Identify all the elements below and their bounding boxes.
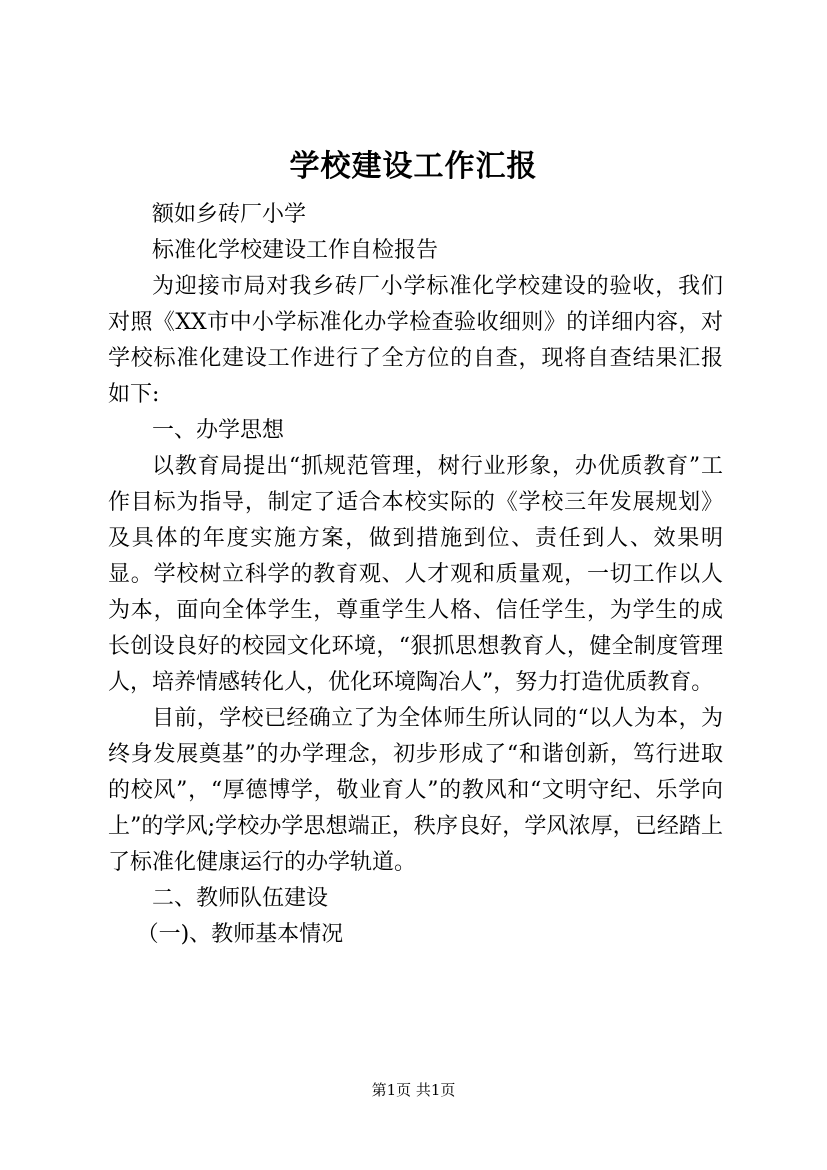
document-body [108, 197, 723, 953]
section-heading-school-philosophy: 一、办学思想 [152, 418, 285, 443]
page-number-footer: 第1页 共1页 [371, 1081, 456, 1099]
paragraph-philosophy-guidance: 以教育局提出“抓规范管理，树行业形象，办优质教育”工作目标为指导，制定了适合本校实际的《学校三年发展规划》及具体的年度实施方案，做到措施到位、责任到人、效果明显。学校树立科学的教育观、人才观和质量观，一切工作以人为本，面向全体学生，尊重学生人格、信任学生，为学生的成长创设良好的校园文化环境，“狠抓思想教育人，健全制度管理人，培养情感转化人，优化环境陶冶人”，努力打造优质教育。 [108, 454, 723, 695]
subsection-heading-teacher-basics: （一)、教师基本情况 [136, 922, 344, 947]
paragraph-introduction: 为迎接市局对我乡砖厂小学标准化学校建设的验收，我们对照《XX市中小学标准化办学检查验收细则》的详细内容，对学校标准化建设工作进行了全方位的自查，现将自查结果汇报如下: [108, 274, 723, 407]
document-title: 学校建设工作汇报 [289, 149, 538, 184]
section-heading-teacher-team: 二、教师队伍建设 [152, 886, 329, 911]
paragraph-school-name: 额如乡砖厂小学 [152, 202, 307, 227]
paragraph-report-subtitle: 标准化学校建设工作自检报告 [152, 238, 439, 263]
paragraph-philosophy-current: 目前，学校已经确立了为全体师生所认同的“以人为本，为终身发展奠基”的办学理念，初步形成了“和谐创新，笃行进取的校风”，“厚德博学，敬业育人”的教风和“文明守纪、乐学向上”的学风;学校办学思想端正，秩序良好，学风浓厚，已经踏上了标准化健康运行的办学轨道。 [108, 706, 723, 875]
